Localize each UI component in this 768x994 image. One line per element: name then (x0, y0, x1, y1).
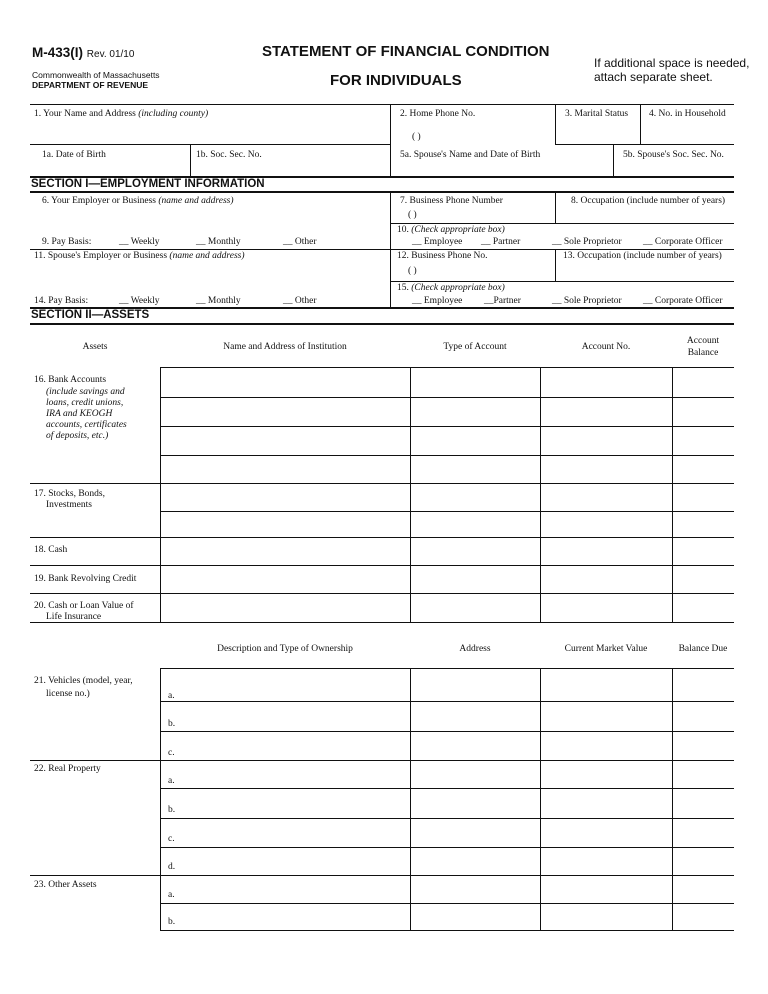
sole-proprietor-option[interactable]: __ Sole Proprietor (552, 237, 622, 247)
rule (30, 144, 390, 145)
rule (160, 668, 734, 669)
spouse-employment-type-heading (397, 283, 505, 293)
field-home-phone[interactable]: 2. Home Phone No. (400, 109, 476, 119)
form-number: M-433(I) (32, 45, 84, 60)
pay-basis-monthly-option[interactable]: __ Monthly (196, 237, 241, 247)
field-hint: (Check appropriate box) (411, 283, 505, 293)
pay-basis-other-option[interactable]: __ Other (283, 237, 317, 247)
divider (390, 104, 391, 176)
spouse-corporate-officer-option[interactable]: __ Corporate Officer (643, 296, 723, 306)
field-employer[interactable] (42, 196, 234, 206)
divider (190, 144, 191, 176)
row-real-property: 22. Real Property (34, 764, 101, 774)
section-1-title: SECTION I—EMPLOYMENT INFORMATION (31, 178, 265, 190)
pay-basis-weekly-option[interactable]: __ Weekly (119, 237, 160, 247)
column-header-address: Address (459, 644, 491, 654)
bank-accounts-hint: IRA and KEOGH (46, 409, 113, 419)
row-bank-revolving-credit: 19. Bank Revolving Credit (34, 574, 137, 584)
field-label: 11. Spouse's Employer or Business (34, 251, 168, 261)
space-note-line-2: attach separate sheet. (594, 70, 713, 84)
field-occupation[interactable]: 8. Occupation (include number of years) (571, 196, 726, 206)
rule (160, 511, 734, 512)
spouse-pay-basis-label: 14. Pay Basis: (34, 296, 89, 306)
column-header-balance-2: Balance (687, 348, 719, 358)
rule (30, 875, 734, 876)
field-hint: (name and address) (158, 196, 234, 206)
agency-line-1: Commonwealth of Massachusetts (32, 70, 160, 80)
grid-line (160, 668, 161, 930)
section-2-title: SECTION II—ASSETS (31, 309, 150, 321)
column-header-balance-1: Account (686, 336, 720, 346)
grid-line (540, 367, 541, 622)
field-label: 1. Your Name and Address (34, 109, 136, 119)
spouse-phone-parentheses: ( ) (408, 266, 417, 276)
form-revision: Rev. 01/10 (86, 49, 135, 60)
field-hint: (Check appropriate box) (411, 225, 505, 235)
field-label: 6. Your Employer or Business (42, 196, 157, 206)
employment-type-heading (397, 225, 505, 235)
divider (555, 249, 556, 281)
spouse-other-option[interactable]: __ Other (283, 296, 317, 306)
row-vehicles-line-2: license no.) (46, 689, 90, 699)
bank-accounts-hint: of deposits, etc.) (46, 431, 109, 441)
vehicle-line-c[interactable]: c. (168, 748, 175, 758)
divider (640, 104, 641, 144)
grid-line (672, 367, 673, 622)
home-phone-parentheses: ( ) (412, 132, 421, 142)
rule (160, 701, 734, 702)
field-ssn[interactable]: 1b. Soc. Sec. No. (196, 150, 262, 160)
rule (30, 565, 734, 566)
rule (390, 281, 734, 282)
rule (30, 483, 734, 484)
agency-line-2: DEPARTMENT OF REVENUE (32, 80, 149, 90)
bank-accounts-hint: accounts, certificates (46, 420, 127, 430)
rule (160, 731, 734, 732)
rule (160, 788, 734, 789)
column-header-institution: Name and Address of Institution (223, 342, 347, 352)
field-spouse-name-dob[interactable]: 5a. Spouse's Name and Date of Birth (400, 150, 541, 160)
column-header-description: Description and Type of Ownership (217, 644, 353, 654)
property-line-c[interactable]: c. (168, 834, 175, 844)
form-title: STATEMENT OF FINANCIAL CONDITION (262, 43, 550, 60)
divider (555, 104, 556, 144)
field-label: 10. (397, 225, 409, 235)
row-bank-accounts: 16. Bank Accounts (34, 375, 107, 385)
spouse-employee-option[interactable]: __ Employee (412, 296, 463, 306)
other-assets-line-a[interactable]: a. (168, 890, 175, 900)
grid-line (160, 367, 161, 622)
field-hint: (including county) (138, 109, 209, 119)
partner-option[interactable]: __ Partner (481, 237, 521, 247)
divider (555, 191, 556, 223)
field-spouse-employer[interactable] (34, 251, 245, 261)
spouse-monthly-option[interactable]: __ Monthly (196, 296, 241, 306)
grid-line (410, 668, 411, 930)
other-assets-line-b[interactable]: b. (168, 917, 176, 927)
rule (30, 622, 734, 623)
rule (30, 249, 734, 250)
rule (160, 847, 734, 848)
rule (160, 426, 734, 427)
property-line-d[interactable]: d. (168, 862, 176, 872)
divider (613, 144, 614, 176)
rule (160, 397, 734, 398)
field-spouse-ssn[interactable]: 5b. Spouse's Soc. Sec. No. (623, 150, 724, 160)
row-other-assets: 23. Other Assets (34, 880, 97, 890)
row-life-insurance-line-2: Life Insurance (46, 612, 102, 622)
spouse-partner-option[interactable]: __Partner (484, 296, 521, 306)
rule (30, 760, 734, 761)
grid-line (540, 668, 541, 930)
column-header-market-value: Current Market Value (564, 644, 648, 654)
rule (160, 930, 734, 931)
column-header-assets: Assets (82, 342, 108, 352)
space-note-line-1: If additional space is needed, (594, 56, 750, 70)
field-household-count[interactable]: 4. No. in Household (649, 109, 726, 119)
bank-accounts-hint: (include savings and (46, 387, 125, 397)
property-line-b[interactable]: b. (168, 805, 176, 815)
column-header-balance-due: Balance Due (678, 644, 728, 654)
rule (160, 818, 734, 819)
rule (160, 903, 734, 904)
spouse-weekly-option[interactable]: __ Weekly (119, 296, 160, 306)
rule (390, 223, 734, 224)
field-date-of-birth[interactable]: 1a. Date of Birth (42, 150, 106, 160)
section-rule (30, 191, 734, 193)
column-header-account-type: Type of Account (443, 342, 507, 352)
bank-accounts-hint: loans, credit unions, (46, 398, 124, 408)
rule (160, 367, 734, 368)
rule (30, 104, 734, 105)
form-subtitle: FOR INDIVIDUALS (330, 72, 462, 89)
field-label: 15. (397, 283, 409, 293)
row-vehicles: 21. Vehicles (model, year, (34, 676, 133, 686)
field-name-address[interactable] (34, 109, 208, 119)
vehicle-line-a[interactable]: a. (168, 691, 175, 701)
corporate-officer-option[interactable]: __ Corporate Officer (643, 237, 723, 247)
vehicle-line-b[interactable]: b. (168, 719, 176, 729)
field-marital-status[interactable]: 3. Marital Status (565, 109, 629, 119)
rule (555, 144, 734, 145)
field-business-phone[interactable]: 7. Business Phone Number (400, 196, 503, 206)
row-stocks-bonds-line-2: Investments (46, 500, 92, 510)
field-hint: (name and address) (169, 251, 245, 261)
row-stocks-bonds: 17. Stocks, Bonds, (34, 489, 105, 499)
field-spouse-business-phone[interactable]: 12. Business Phone No. (397, 251, 488, 261)
row-life-insurance: 20. Cash or Loan Value of (34, 601, 134, 611)
rule (160, 455, 734, 456)
form-id (32, 45, 134, 60)
business-phone-parentheses: ( ) (408, 210, 417, 220)
rule (30, 537, 734, 538)
grid-line (410, 367, 411, 622)
property-line-a[interactable]: a. (168, 776, 175, 786)
column-header-account-no: Account No. (581, 342, 631, 352)
employee-option[interactable]: __ Employee (412, 237, 463, 247)
section-rule (30, 323, 734, 325)
row-cash: 18. Cash (34, 545, 68, 555)
grid-line (672, 668, 673, 930)
spouse-sole-proprietor-option[interactable]: __ Sole Proprietor (552, 296, 622, 306)
rule (30, 593, 734, 594)
field-spouse-occupation[interactable]: 13. Occupation (include number of years) (563, 251, 722, 261)
pay-basis-label: 9. Pay Basis: (42, 237, 92, 247)
